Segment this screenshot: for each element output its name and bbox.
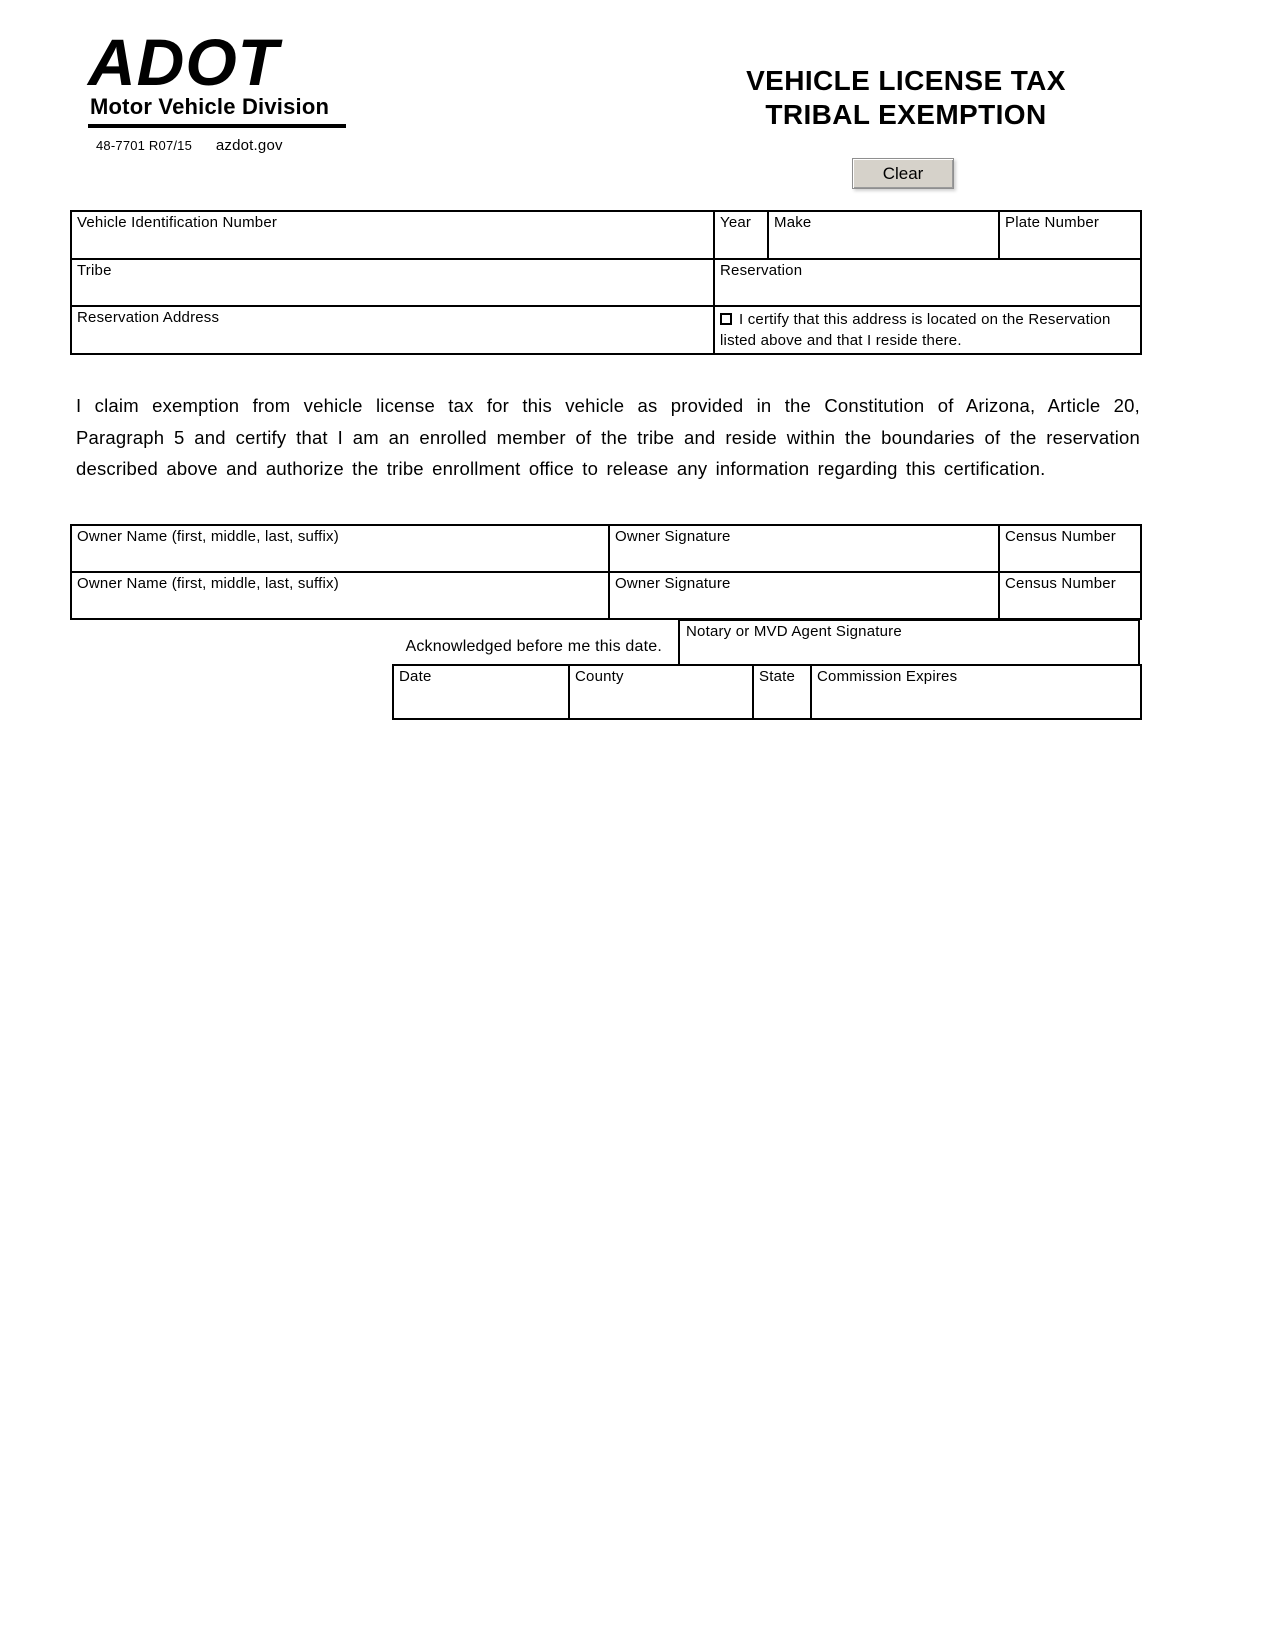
census-number-label-2: Census Number (1005, 575, 1116, 592)
county-field[interactable] (569, 665, 753, 719)
adot-logo (88, 25, 358, 154)
certify-checkbox[interactable] (720, 313, 732, 325)
owner-row-1 (71, 525, 1141, 572)
clear-button[interactable]: Clear (852, 158, 954, 189)
notary-date-table (392, 664, 1142, 720)
state-label: State (759, 668, 796, 685)
adot-logo-text: ADOT (88, 25, 279, 99)
certify-label: I certify that this address is located on the Reservation listed above and that I reside there. (720, 311, 1111, 349)
form-title-line2: TRIBAL EXEMPTION (765, 99, 1047, 130)
vin-field[interactable] (71, 211, 714, 259)
acknowledgement-area (70, 619, 1140, 666)
claim-paragraph: I claim exemption from vehicle license tax for this vehicle as provided in the Constitution of Arizona, Article 20, Paragraph 5 and certify that I am an enrolled member of the tribe and reside within the boundaries of the reservation described above and authorize the tribe enrollment office to release any information regarding this certification. (76, 395, 1140, 479)
form-number: 48-7701 R07/15 (96, 138, 193, 153)
reservation-label: Reservation (720, 262, 803, 279)
date-field[interactable] (393, 665, 569, 719)
owner-table (70, 524, 1142, 620)
notary-signature-label: Notary or MVD Agent Signature (686, 623, 902, 640)
date-label: Date (399, 668, 432, 685)
vin-label: Vehicle Identification Number (77, 214, 278, 231)
acknowledged-label: Acknowledged before me this date. (405, 638, 662, 655)
reservation-address-label: Reservation Address (77, 309, 220, 326)
certify-cell (714, 306, 1141, 354)
census-number-field-2[interactable] (999, 572, 1141, 619)
form-title (690, 64, 1122, 132)
year-field[interactable] (714, 211, 768, 259)
commission-expires-field[interactable] (811, 665, 1141, 719)
owner-signature-label-2: Owner Signature (615, 575, 731, 592)
state-field[interactable] (753, 665, 811, 719)
owner-signature-field-1[interactable] (609, 525, 999, 572)
tribe-label: Tribe (77, 262, 112, 279)
make-field[interactable] (768, 211, 999, 259)
make-label: Make (774, 214, 812, 231)
plate-number-field[interactable] (999, 211, 1141, 259)
census-number-field-1[interactable] (999, 525, 1141, 572)
owner-signature-field-2[interactable] (609, 572, 999, 619)
reservation-address-field[interactable] (71, 306, 714, 354)
county-label: County (575, 668, 624, 685)
owner-signature-label-1: Owner Signature (615, 528, 731, 545)
form-title-line1: VEHICLE LICENSE TAX (746, 65, 1066, 96)
notary-signature-field[interactable] (678, 619, 1140, 666)
commission-expires-label: Commission Expires (817, 668, 958, 685)
division-title: Motor Vehicle Division (88, 94, 346, 128)
year-label: Year (720, 214, 752, 231)
owner-row-2 (71, 572, 1141, 619)
vehicle-info-table (70, 210, 1142, 355)
owner-name-field-2[interactable] (71, 572, 609, 619)
reservation-field[interactable] (714, 259, 1141, 306)
owner-name-field-1[interactable] (71, 525, 609, 572)
website-text: azdot.gov (215, 137, 283, 154)
census-number-label-1: Census Number (1005, 528, 1116, 545)
plate-number-label: Plate Number (1005, 214, 1100, 231)
owner-name-label-2: Owner Name (first, middle, last, suffix) (77, 575, 339, 592)
tribe-field[interactable] (71, 259, 714, 306)
form-meta-line (88, 137, 358, 154)
owner-name-label-1: Owner Name (first, middle, last, suffix) (77, 528, 339, 545)
